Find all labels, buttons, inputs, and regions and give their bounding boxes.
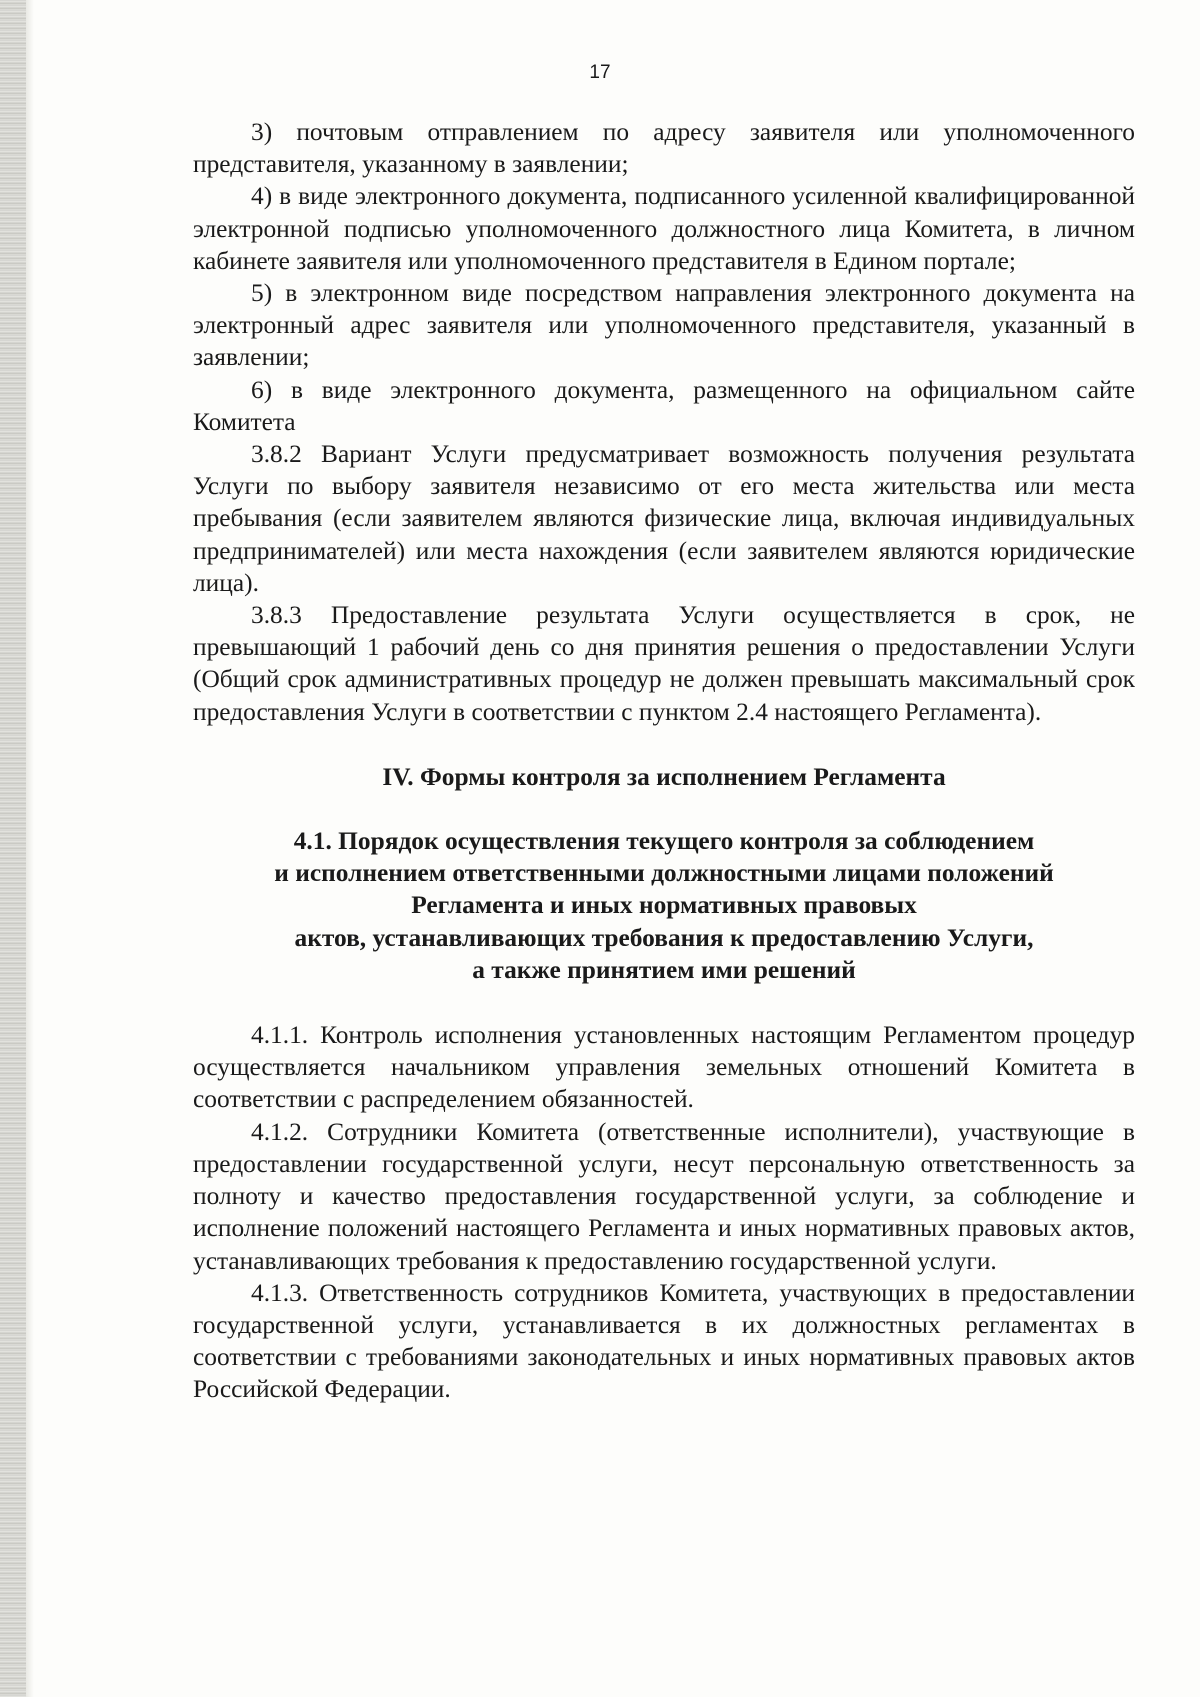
section-heading-iv: IV. Формы контроля за исполнением Регламента: [382, 762, 946, 791]
paragraph-4-1-2: 4.1.2. Сотрудники Комитета (ответственные исполнители), участвующие в предоставлении государственной услуги, несут персональную ответственность за полноту и качество предоставления государственной услуги, за соблюдение и исполнение положений настоящего Регламента и иных нормативных правовых актов, устанавливающих требования к предоставлению государственной услуги.: [193, 1117, 1135, 1275]
subsection-heading-line: актов, устанавливающих требования к предоставлению Услуги,: [294, 923, 1034, 952]
heading-spacer: [193, 986, 1135, 1019]
subsection-heading-line: 4.1. Порядок осуществления текущего контроля за соблюдением: [293, 827, 1035, 856]
paragraph-3-8-3: 3.8.3 Предоставление результата Услуги осуществляется в срок, не превышающий 1 рабочий день со дня принятия решения о предоставлении Услуги (Общий срок административных процедур не должен превышать максимальный срок предоставления Услуги в соответствии с пунктом 2.4 настоящего Регламента).: [193, 601, 1135, 726]
subsection-heading-line: а также принятием ими решений: [472, 955, 856, 984]
paragraph-item-3: 3) почтовым отправлением по адресу заявителя или уполномоченного представителя, указанному в заявлении;: [193, 118, 1135, 179]
document-body: [193, 116, 1135, 1406]
subsection-heading-4-1: [193, 825, 1135, 986]
paragraph-3-8-2: 3.8.2 Вариант Услуги предусматривает возможность получения результата Услуги по выбору заявителя независимо от его места жительства или места пребывания (если заявителем являются физические лица, включая индивидуальных предпринимателей) или места нахождения (если заявителем являются юридические лица).: [193, 440, 1135, 597]
paragraph-4-1-3: 4.1.3. Ответственность сотрудников Комитета, участвующих в предоставлении государственной услуги, устанавливается в их должностных регламентах в соответствии с требованиями законодательных и иных нормативных правовых актов Российской Федерации.: [193, 1278, 1135, 1404]
paragraph-item-4: 4) в виде электронного документа, подписанного усиленной квалифицированной электронной подписью уполномоченного должностного лица Комитета, в личном кабинете заявителя или уполномоченного представителя в Едином портале;: [193, 182, 1135, 275]
paragraph-item-6: 6) в виде электронного документа, размещенного на официальном сайте Комитета: [193, 375, 1135, 436]
subsection-heading-line: и исполнением ответственными должностными лицами положений: [274, 859, 1054, 888]
paragraph-item-5: 5) в электронном виде посредством направления электронного документа на электронный адрес заявителя или уполномоченного представителя, указанный в заявлении;: [193, 279, 1135, 372]
paragraph-4-1-1: 4.1.1. Контроль исполнения установленных настоящим Регламентом процедур осуществляется начальником управления земельных отношений Комитета в соответствии с распределением обязанностей.: [193, 1021, 1135, 1114]
page-number: 17: [589, 62, 611, 83]
subsection-heading-line: Регламента и иных нормативных правовых: [411, 891, 917, 920]
